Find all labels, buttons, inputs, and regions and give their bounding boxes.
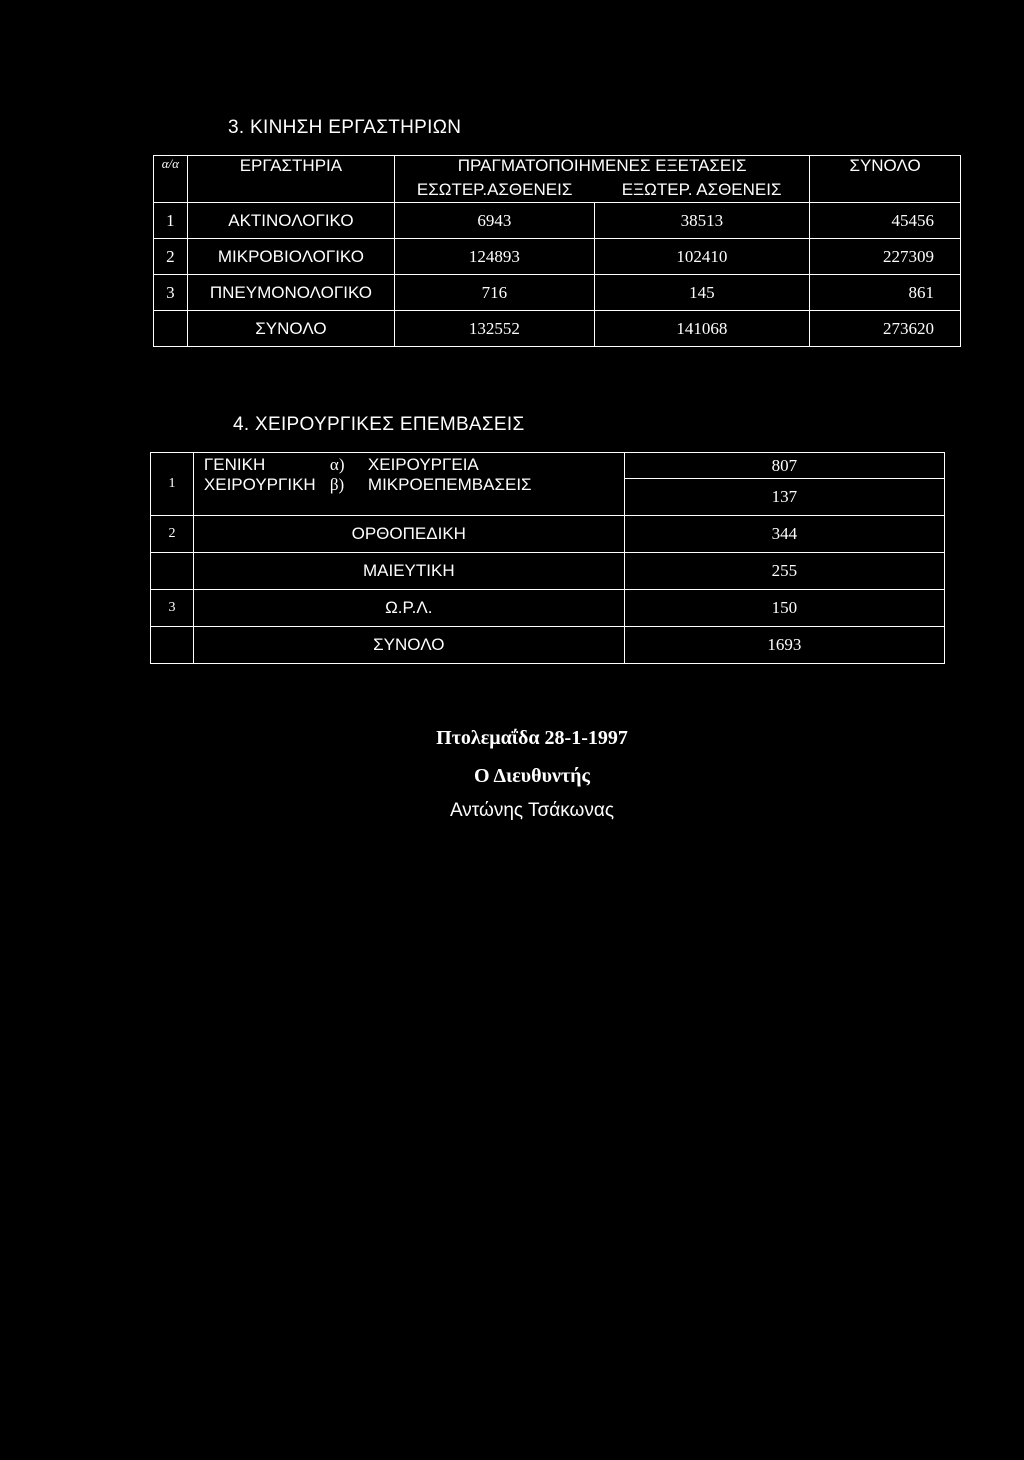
labs-header: ΕΡΓΑΣΤΗΡΙΑ [187,156,394,203]
surgery-name: ΣΥΝΟΛΟ [193,627,624,664]
general-label-line1: ΓΕΝΙΚΗ [203,455,266,474]
sub-b-label: ΜΙΚΡΟΕΠΕΜΒΑΣΕΙΣ [367,475,532,494]
external-count: 102410 [594,239,810,275]
table-row [154,275,961,311]
general-surgery-cell [193,453,624,516]
table-row [154,239,961,275]
sub-a-marker: α) [329,455,345,474]
total-count: 861 [810,275,961,311]
table-row [151,516,945,553]
lab-name: ΣΥΝΟΛΟ [187,311,394,347]
surgery-count: 255 [624,553,944,590]
director-role: Ο Διευθυντής [474,765,590,787]
section4-title: 4. ΧΕΙΡΟΥΡΓΙΚΕΣ ΕΠΕΜΒΑΣΕΙΣ [233,414,525,435]
table-row [151,453,945,479]
row-number: 3 [154,275,188,311]
surgery-name: Ω.Ρ.Λ. [193,590,624,627]
sub-a-value: 807 [624,453,944,479]
surgery-count: 344 [624,516,944,553]
internal-count: 6943 [395,203,594,239]
exams-header: ΠΡΑΓΜΑΤΟΠΟΙΗΜΕΝΕΣ ΕΞΕΤΑΣΕΙΣ [395,156,810,181]
lab-name: ΑΚΤΙΝΟΛΟΓΙΚΟ [187,203,394,239]
row-number: 2 [154,239,188,275]
internal-count: 716 [395,275,594,311]
row-number [154,311,188,347]
total-header: ΣΥΝΟΛΟ [810,156,961,203]
external-patients-header: ΕΞΩΤΕΡ. ΑΣΘΕΝΕΙΣ [594,180,810,203]
total-count: 273620 [810,311,961,347]
total-count: 227309 [810,239,961,275]
general-label-line2: ΧΕΙΡΟΥΡΓΙΚΗ [203,475,316,494]
total-row [154,311,961,347]
table-row [154,203,961,239]
row-number: 2 [151,516,194,553]
table-row [151,590,945,627]
internal-patients-header: ΕΣΩΤΕΡ.ΑΣΘΕΝΕΙΣ [395,180,594,203]
surgery-count: 150 [624,590,944,627]
row-number [151,627,194,664]
lab-name: ΜΙΚΡΟΒΙΟΛΟΓΙΚΟ [187,239,394,275]
total-row [151,627,945,664]
external-count: 141068 [594,311,810,347]
surgery-count: 1693 [624,627,944,664]
sub-b-marker: β) [329,475,345,494]
aa-header: α/α [154,156,188,203]
external-count: 38513 [594,203,810,239]
place-date: Πτολεμαΐδα 28-1-1997 [436,727,628,749]
row-number: 3 [151,590,194,627]
row-number [151,553,194,590]
internal-count: 132552 [395,311,594,347]
lab-activity-table [153,155,961,347]
surgery-name: ΜΑΙΕΥΤΙΚΗ [193,553,624,590]
surgery-name: ΟΡΘΟΠΕΔΙΚΗ [193,516,624,553]
sub-a-label: ΧΕΙΡΟΥΡΓΕΙΑ [367,455,479,474]
internal-count: 124893 [395,239,594,275]
surgery-table [150,452,945,664]
lab-name: ΠΝΕΥΜΟΝΟΛΟΓΙΚΟ [187,275,394,311]
director-name: Αντώνης Τσάκωνας [449,800,615,821]
row-number: 1 [151,453,194,516]
sub-b-value: 137 [624,479,944,516]
external-count: 145 [594,275,810,311]
total-count: 45456 [810,203,961,239]
row-number: 1 [154,203,188,239]
table-row [151,553,945,590]
section3-title: 3. ΚΙΝΗΣΗ ΕΡΓΑΣΤΗΡΙΩΝ [228,117,462,138]
